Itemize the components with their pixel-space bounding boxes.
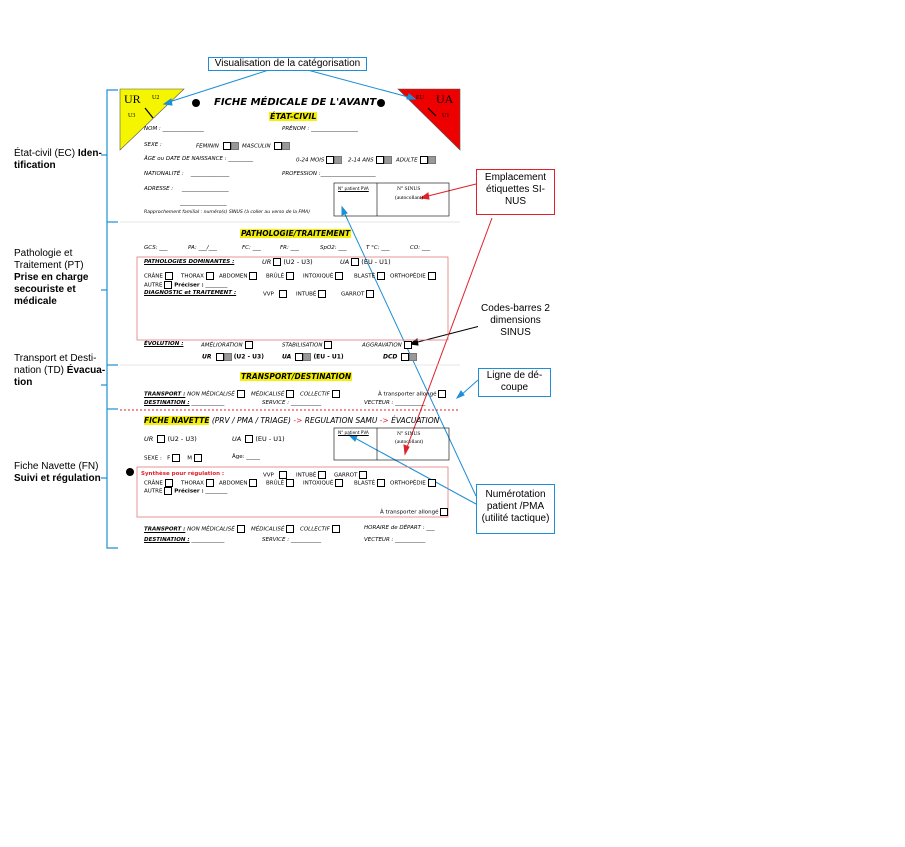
navette-age: Âge: _____ (232, 454, 260, 460)
ur-checkbox[interactable] (273, 258, 281, 266)
diagnostic-label: DIAGNOSTIC et TRAITEMENT : (144, 290, 237, 296)
brule-checkbox[interactable] (286, 272, 294, 280)
num-sinus-label: N° SINUS (397, 186, 421, 192)
thorax-checkbox[interactable] (206, 272, 214, 280)
transport-title: TRANSPORT/DESTINATION (241, 372, 352, 381)
side-label-ec: État-civil (EC) Iden- tification (14, 148, 102, 171)
u2-label: U2 (152, 95, 160, 101)
autocollant-label: (autocollant) (395, 195, 424, 201)
intoxique-checkbox[interactable] (335, 272, 343, 280)
eu-label: EU (416, 95, 424, 101)
u3-label: U3 (128, 113, 136, 119)
stabilisation-checkbox[interactable] (324, 341, 332, 349)
categorisation-callout: Visualisation de la catégorisation (208, 57, 367, 71)
navette-intoxique-checkbox[interactable] (335, 479, 343, 487)
crane-checkbox[interactable] (165, 272, 173, 280)
vital-spo2: SpO2: ___ (320, 245, 347, 251)
ur-evol-checkbox[interactable] (216, 353, 224, 361)
abdomen-checkbox[interactable] (249, 272, 257, 280)
sexe-label: SEXE : (144, 142, 162, 148)
rapprochement-note: Rapprochement familial : numéro(s) SINUS (à coller au verso de la FMA) (144, 210, 310, 215)
vvp-checkbox[interactable] (279, 290, 287, 298)
navette-autre-checkbox[interactable] (164, 487, 172, 495)
age-2-14-label: 2-14 ANS (348, 157, 374, 164)
profession-label: PROFESSION : (282, 171, 321, 177)
collectif-checkbox[interactable] (332, 390, 340, 398)
vital-fc: FC: ___ (242, 245, 261, 251)
non-medicalise-checkbox[interactable] (237, 390, 245, 398)
prenom-label: PRÉNOM : (282, 126, 310, 132)
aggravation-checkbox[interactable] (404, 341, 412, 349)
dcd-checkbox[interactable] (401, 353, 409, 361)
masculin-checkbox[interactable] (274, 142, 282, 150)
codes-callout: Codes-barres 2 dimensions SINUS (478, 303, 553, 339)
intube-checkbox[interactable] (318, 290, 326, 298)
adresse-label: ADRESSE : (144, 186, 174, 192)
autre-checkbox[interactable] (164, 281, 172, 289)
ligne-callout: Ligne de dé-coupe (478, 368, 551, 397)
sexe-m-checkbox[interactable] (194, 454, 202, 462)
evolution-label: ÉVOLUTION : (144, 341, 184, 347)
navette-crane-checkbox[interactable] (165, 479, 173, 487)
num-patient-label: N° patient PVA (338, 186, 369, 191)
dominantes-label: PATHOLOGIES DOMINANTES : (144, 259, 235, 265)
navette-title: FICHE NAVETTE (144, 416, 210, 425)
adulte-checkbox[interactable] (420, 156, 428, 164)
form-title: FICHE MÉDICALE DE L'AVANT (214, 97, 377, 108)
left-bracket (101, 90, 118, 548)
ua-checkbox[interactable] (351, 258, 359, 266)
feminin-label: FEMININ (196, 143, 219, 150)
medicalise-checkbox[interactable] (286, 390, 294, 398)
ua-label: UA (436, 92, 454, 106)
nom-label: NOM : (144, 126, 161, 132)
vital-gcs: GCS: ___ (144, 245, 168, 251)
adulte-label: ADULTE (396, 157, 418, 164)
navette-ua-checkbox[interactable] (245, 435, 253, 443)
nationalite-label: NATIONALITÉ : (144, 171, 184, 177)
navette-medicalise-checkbox[interactable] (286, 525, 294, 533)
navette-thorax-checkbox[interactable] (206, 479, 214, 487)
navette-vvp-checkbox[interactable] (279, 471, 287, 479)
navette-intube-checkbox[interactable] (318, 471, 326, 479)
navette-non-medicalise-checkbox[interactable] (237, 525, 245, 533)
orthopedie-checkbox[interactable] (428, 272, 436, 280)
vital-pa: PA: ___/___ (188, 245, 217, 251)
navette-allonge-checkbox[interactable] (440, 508, 448, 516)
amelioration-checkbox[interactable] (245, 341, 253, 349)
blaste-checkbox[interactable] (377, 272, 385, 280)
vital-temp: T °C: ___ (366, 245, 390, 251)
ur-label: UR (124, 92, 141, 106)
side-label-fn: Fiche Navette (FN) Suivi et régulation (14, 461, 101, 484)
age-label: ÂGE ou DATE DE NAISSANCE : (144, 156, 227, 162)
navette-num-patient: N° patient PVA (338, 430, 369, 435)
vital-co: CO: ___ (410, 245, 431, 251)
side-label-td: Transport et Desti- nation (TD) Évacua- tion (14, 353, 106, 388)
u1-label: U1 (442, 113, 450, 119)
garrot-checkbox[interactable] (366, 290, 374, 298)
etat-civil-title: ÉTAT-CIVIL (270, 112, 317, 121)
navette-abdomen-checkbox[interactable] (249, 479, 257, 487)
age-0-24-checkbox[interactable] (326, 156, 334, 164)
feminin-checkbox[interactable] (223, 142, 231, 150)
navette-brule-checkbox[interactable] (286, 479, 294, 487)
masculin-label: MASCULIN (242, 143, 271, 150)
side-label-pt: Pathologie et Traitement (PT) Prise en charge secouriste et médicale (14, 248, 89, 307)
sexe-f-checkbox[interactable] (172, 454, 180, 462)
navette-num-sinus: N° SINUS (397, 431, 421, 437)
synthese-label: Synthèse pour régulation : (141, 471, 225, 477)
navette-garrot-checkbox[interactable] (359, 471, 367, 479)
vital-fr: FR: ___ (280, 245, 299, 251)
navette-ur-checkbox[interactable] (157, 435, 165, 443)
navette-orthopedie-checkbox[interactable] (428, 479, 436, 487)
navette-autocollant: (autocollant) (395, 439, 424, 445)
ua-evol-checkbox[interactable] (295, 353, 303, 361)
numerotation-callout: Numérotation patient /PMA (utilité tactique) (476, 484, 555, 534)
navette-collectif-checkbox[interactable] (332, 525, 340, 533)
navette-horaire: HORAIRE de DÉPART : ___ (364, 525, 435, 531)
allonge-checkbox[interactable] (438, 390, 446, 398)
sinus-callout: Emplacement étiquettes SI-NUS (476, 169, 555, 215)
age-0-24-label: 0-24 MOIS (296, 157, 325, 164)
age-2-14-checkbox[interactable] (376, 156, 384, 164)
navette-blaste-checkbox[interactable] (377, 479, 385, 487)
pathologie-title: PATHOLOGIE/TRAITEMENT (241, 229, 351, 238)
